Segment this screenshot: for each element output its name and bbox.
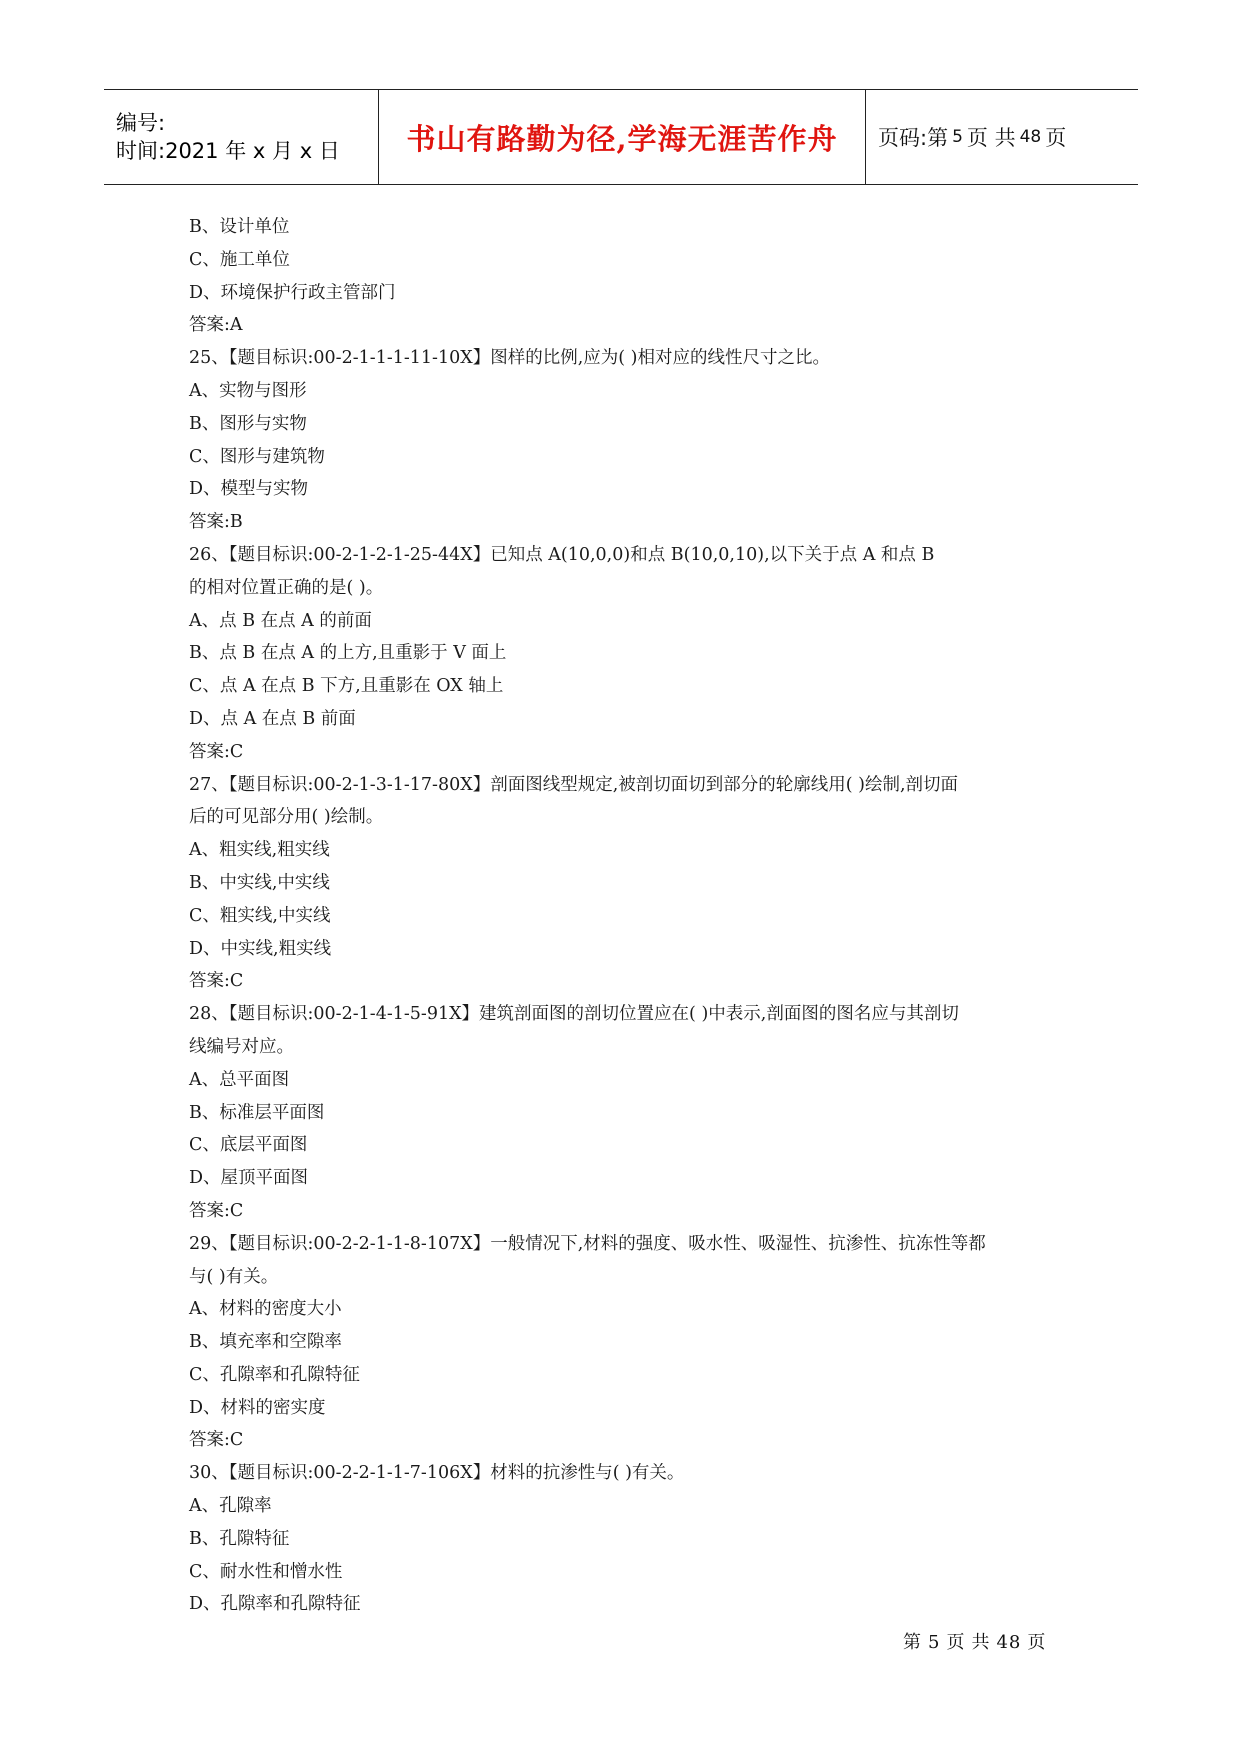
question-content xyxy=(189,211,1059,1621)
footer-mid: 页 xyxy=(946,1632,966,1653)
question-line-cont: 的相对位置正确的是( )。 xyxy=(189,577,384,598)
text-line: C、底层平面图 xyxy=(189,1135,308,1156)
answer-line: 答案:C xyxy=(189,741,244,762)
serial-label: 编号: xyxy=(116,111,166,135)
text-line: B、中实线,中实线 xyxy=(189,872,330,893)
text-line: B、标准层平面图 xyxy=(189,1102,325,1123)
page-number: 5 xyxy=(952,127,963,147)
text-line: B、设计单位 xyxy=(189,217,290,237)
page-total: 48 xyxy=(1019,127,1042,147)
text-line: D、环境保护行政主管部门 xyxy=(189,282,396,303)
text-line: B、孔隙特征 xyxy=(189,1528,290,1549)
page-footer xyxy=(903,1628,1052,1654)
text-line: A、孔隙率 xyxy=(189,1496,272,1517)
text-line: C、点 A 在点 B 下方,且重影在 OX 轴上 xyxy=(189,676,504,697)
text-line: A、总平面图 xyxy=(189,1069,290,1090)
question-line: 26、【题目标识:00-2-1-2-1-25-44X】已知点 A(10,0,0)和点 B(10,0,10),以下关于点 A 和点 B xyxy=(189,544,935,565)
footer-prefix: 第 xyxy=(903,1632,922,1653)
text-line: D、孔隙率和孔隙特征 xyxy=(189,1594,361,1615)
text-line: D、点 A 在点 B 前面 xyxy=(189,708,356,729)
answer-line: 答案:A xyxy=(189,315,243,336)
question-line: 28、【题目标识:00-2-1-4-1-5-91X】建筑剖面图的剖切位置应在( )中表示,剖面图的图名应与其剖切 xyxy=(189,1004,959,1025)
time-month: x xyxy=(252,139,266,163)
answer-line: 答案:B xyxy=(189,512,243,533)
text-line: B、填充率和空隙率 xyxy=(189,1332,342,1353)
question-line-cont: 与( )有关。 xyxy=(189,1266,279,1287)
text-line: A、材料的密度大小 xyxy=(189,1299,342,1320)
text-line: D、中实线,粗实线 xyxy=(189,938,332,959)
footer-total: 48 xyxy=(996,1632,1022,1653)
text-line: C、施工单位 xyxy=(189,249,290,270)
page-suffix: 页 xyxy=(1045,126,1067,150)
text-line: D、材料的密实度 xyxy=(189,1397,326,1418)
text-line: B、图形与实物 xyxy=(189,413,307,434)
text-line: C、粗实线,中实线 xyxy=(189,905,331,926)
time-year-unit: 年 xyxy=(225,139,247,163)
question-line: 25、【题目标识:00-2-1-1-1-11-10X】图样的比例,应为( )相对应的线性尺寸之比。 xyxy=(189,348,830,369)
text-line: C、耐水性和憎水性 xyxy=(189,1561,343,1582)
question-line: 30、【题目标识:00-2-2-1-1-7-106X】材料的抗渗性与( )有关。 xyxy=(189,1463,685,1484)
time-day: x xyxy=(299,139,313,163)
header-motto: 书山有路勤为径,学海无涯苦作舟 xyxy=(379,90,866,184)
answer-line: 答案:C xyxy=(189,1430,244,1451)
question-line: 29、【题目标识:00-2-2-1-1-8-107X】一般情况下,材料的强度、吸水性、吸湿性、抗渗性、抗冻性等都 xyxy=(189,1233,986,1254)
footer-total-label: 共 xyxy=(971,1632,991,1653)
text-line: A、点 B 在点 A 的前面 xyxy=(189,610,372,631)
text-line: A、实物与图形 xyxy=(189,380,307,401)
time-prefix: 时间: xyxy=(116,139,166,163)
page-mid: 页 共 xyxy=(966,126,1016,150)
question-line: 27、【题目标识:00-2-1-3-1-17-80X】剖面图线型规定,被剖切面切到部分的轮廓线用( )绘制,剖切面 xyxy=(189,774,959,795)
text-line: D、屋顶平面图 xyxy=(189,1168,309,1189)
footer-suffix: 页 xyxy=(1027,1632,1047,1653)
header-page-info xyxy=(866,90,1138,184)
time-year: 2021 xyxy=(165,139,219,163)
footer-page: 5 xyxy=(928,1632,941,1653)
text-line: C、孔隙率和孔隙特征 xyxy=(189,1364,360,1385)
header-meta xyxy=(104,90,379,184)
page-header xyxy=(104,89,1138,185)
time-day-unit: 日 xyxy=(318,139,340,163)
text-line: B、点 B 在点 A 的上方,且重影于 V 面上 xyxy=(189,643,507,664)
text-line: A、粗实线,粗实线 xyxy=(189,840,330,861)
time-month-unit: 月 xyxy=(272,139,294,163)
text-line: D、模型与实物 xyxy=(189,479,309,500)
question-line-cont: 后的可见部分用( )绘制。 xyxy=(189,807,384,828)
answer-line: 答案:C xyxy=(189,971,244,992)
question-line-cont: 线编号对应。 xyxy=(189,1036,294,1057)
answer-line: 答案:C xyxy=(189,1200,244,1221)
time-row xyxy=(116,137,378,165)
text-line: C、图形与建筑物 xyxy=(189,446,325,467)
page-prefix: 页码:第 xyxy=(878,126,949,150)
